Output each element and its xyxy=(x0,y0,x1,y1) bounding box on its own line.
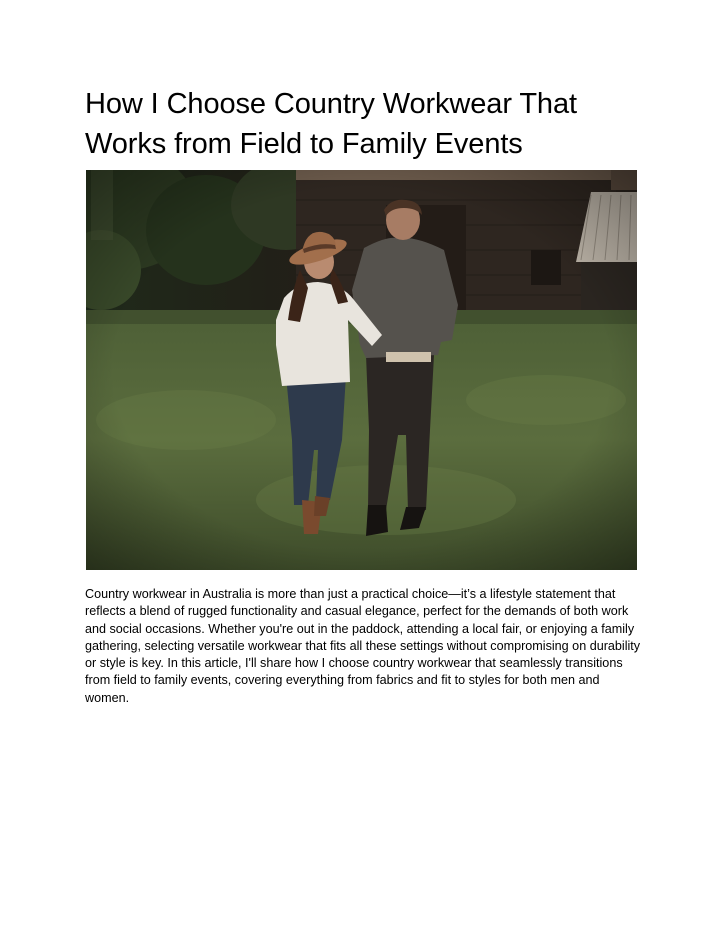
article-body-paragraph: Country workwear in Australia is more than just a practical choice—it’s a lifestyle statement that reflects a blend of rugged functionality and casual elegance, perfect for the demands of both work and social occasions. Whether you're out in the paddock, attending a local fair, or enjoying a family gathering, selecting versatile workwear that fits all these settings without compromising on durability or style is key. In this article, I'll share how I choose country workwear that seamlessly transitions from field to family events, covering everything from fabrics and fit to styles for both men and women. xyxy=(85,587,641,705)
hero-photo xyxy=(86,170,637,570)
article-title: How I Choose Country Workwear That Works from Field to Family Events xyxy=(85,88,577,160)
couple-walking-photo xyxy=(86,170,637,570)
